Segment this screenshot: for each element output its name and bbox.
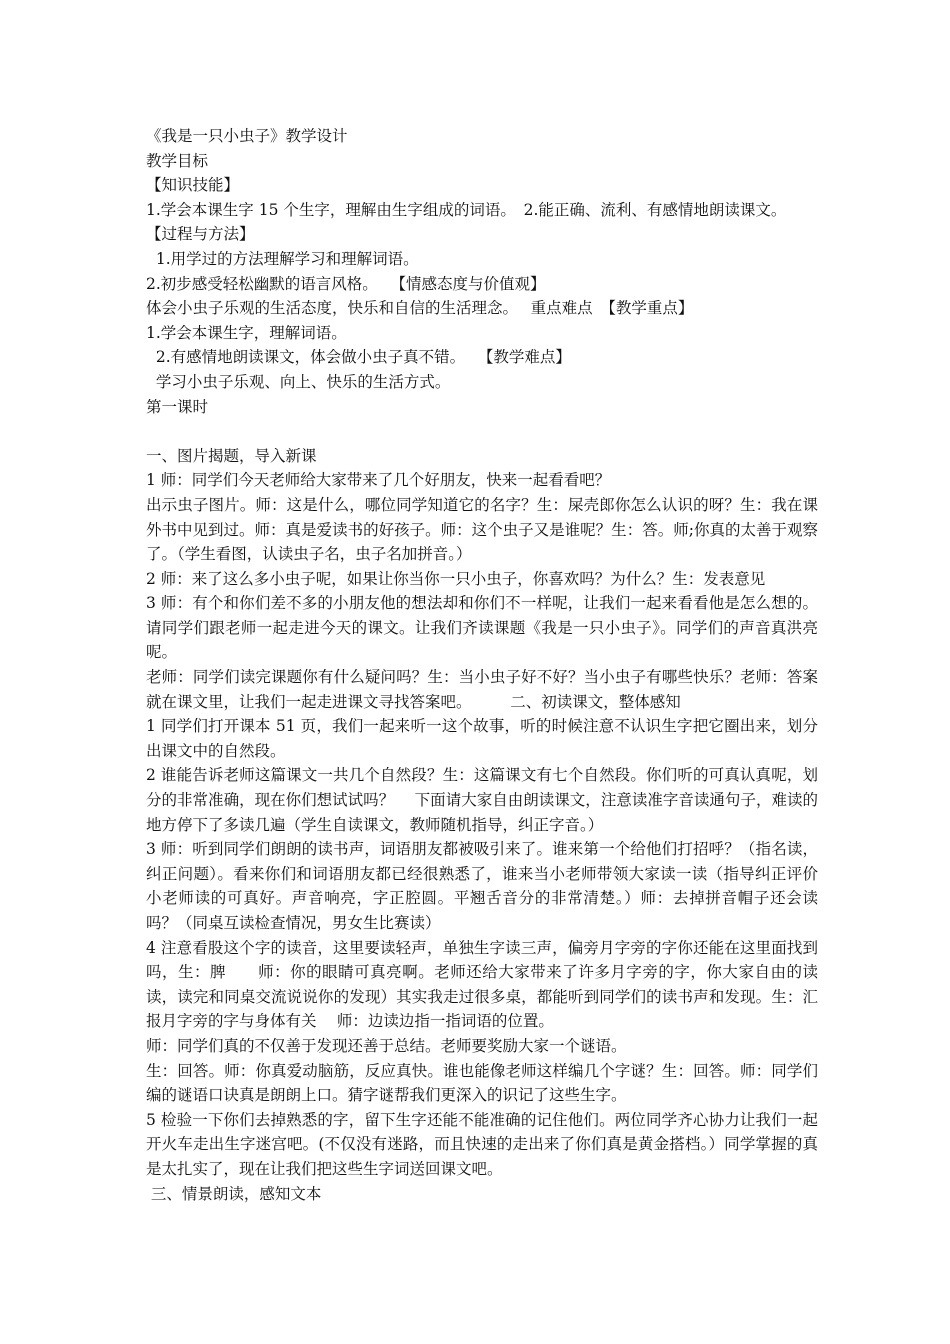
paragraph-5: 老师：同学们读完课题你有什么疑问吗？生：当小虫子好不好？当小虫子有哪些快乐？老师：答案就在课文里，让我们一起走进课文寻找答案吧。 二、初读课文，整体感知: [146, 668, 818, 711]
attitude-line: 体会小虫子乐观的生活态度，快乐和自信的生活理念。 重点难点 【教学重点】: [146, 299, 694, 318]
key-item-1: 1.学会本课生字，理解词语。: [146, 323, 347, 342]
paragraph-7: 2 谁能告诉老师这篇课文一共几个自然段？生：这篇课文有七个自然段。你们听的可真认真呢，划分的非常准确，现在你们想试试吗？ 下面请大家自由朗读课文，注意读准字音读通句子，难读的地方停下了多读几遍（学生自读课文，教师随机指导，纠正字音。）: [146, 766, 818, 834]
process-item-2: 2.初步感受轻松幽默的语言风格。 【情感态度与价值观】: [146, 274, 546, 293]
paragraph-8: 3 师：听到同学们朗朗的读书声，词语朋友都被吸引来了。谁来第一个给他们打招呼？（指名读，纠正问题）。看来你们和词语朋友都已经很熟悉了，谁来当小老师带领大家读一读（指导纠正评价小老师读的可真好。声音响亮，字正腔圆。平翘舌音分的非常清楚。）师：去掉拼音帽子还会读吗？（同桌互读检查情况，男女生比赛读）: [146, 840, 818, 932]
document-page: [146, 124, 818, 1206]
paragraph-9: 4 注意看股这个字的读音，这里要读轻声，单独生字读三声，偏旁月字旁的字你还能在这里面找到吗，生：脾 师：你的眼睛可真亮啊。老师还给大家带来了许多月字旁的字，你大家自由的读读，读完和同桌交流说说你的发现）其实我走过很多桌，都能听到同学们的读书声和发现。生：汇报月字旁的字与身体有关 师：边读边指一指词语的位置。: [146, 938, 818, 1031]
key-item-2: 2.有感情地朗读课文，体会做小虫子真不错。 【教学难点】: [146, 348, 571, 367]
paragraph-10: 师：同学们真的不仅善于发现还善于总结。老师要奖励大家一个谜语。: [146, 1036, 627, 1055]
paragraph-4: 3 师：有个和你们差不多的小朋友他的想法却和你们不一样呢，让我们一起来看看他是怎么想的。请同学们跟老师一起走进今天的课文。让我们齐读课题《我是一只小虫子》。同学们的声音真洪亮呢。: [146, 594, 818, 662]
section-1-heading: 一、图片揭题，导入新课: [146, 446, 317, 465]
objectives-heading: 教学目标: [146, 151, 209, 170]
difficulty-line: 学习小虫子乐观、向上、快乐的生活方式。: [146, 372, 451, 391]
paragraph-6: 1 同学们打开课本 51 页，我们一起来听一这个故事，听的时候注意不认识生字把它圈出来，划分出课文中的自然段。: [146, 717, 818, 760]
paragraph-12: 5 检验一下你们去掉熟悉的字，留下生字还能不能准确的记住他们。两位同学齐心协力让我们一起开火车走出生字迷宫吧。(不仅没有迷路，而且快速的走出来了你们真是黄金搭档。）同学掌握的真是太扎实了，现在让我们把这些生字词送回课文吧。: [146, 1110, 818, 1178]
document-title: 《我是一只小虫子》教学设计: [146, 127, 348, 145]
paragraph-11: 生：回答。师：你真爱动脑筋，反应真快。谁也能像老师这样编几个字谜？生：回答。师：同学们编的谜语口诀真是朗朗上口。猜字谜帮我们更深入的识记了这些生字。: [146, 1061, 818, 1105]
paragraph-2: 出示虫子图片。师：这是什么，哪位同学知道它的名字？生：屎壳郎你怎么认识的呀？生：我在课外书中见到过。师：真是爱读书的好孩子。师：这个虫子又是谁呢？生：答。师;你真的太善于观察了。（学生看图，认读虫子名，虫子名加拼音。）: [146, 495, 818, 564]
section-3-heading: 三、情景朗读，感知文本: [146, 1184, 322, 1203]
knowledge-line: 1.学会本课生字 15 个生字，理解由生字组成的词语。 2.能正确、流利、有感情地朗读课文。: [146, 200, 787, 219]
paragraph-1: 1 师：同学们今天老师给大家带来了几个好朋友，快来一起看看吧？: [146, 471, 611, 490]
process-item-1: 1.用学过的方法理解学习和理解词语。: [146, 249, 419, 268]
paragraph-3: 2 师：来了这么多小虫子呢，如果让你当你一只小虫子，你喜欢吗？为什么？生：发表意见: [146, 569, 766, 588]
lesson-heading: 第一课时: [146, 397, 209, 416]
blank-line: [146, 419, 818, 444]
knowledge-heading: 【知识技能】: [146, 176, 240, 195]
process-heading: 【过程与方法】: [146, 225, 255, 244]
